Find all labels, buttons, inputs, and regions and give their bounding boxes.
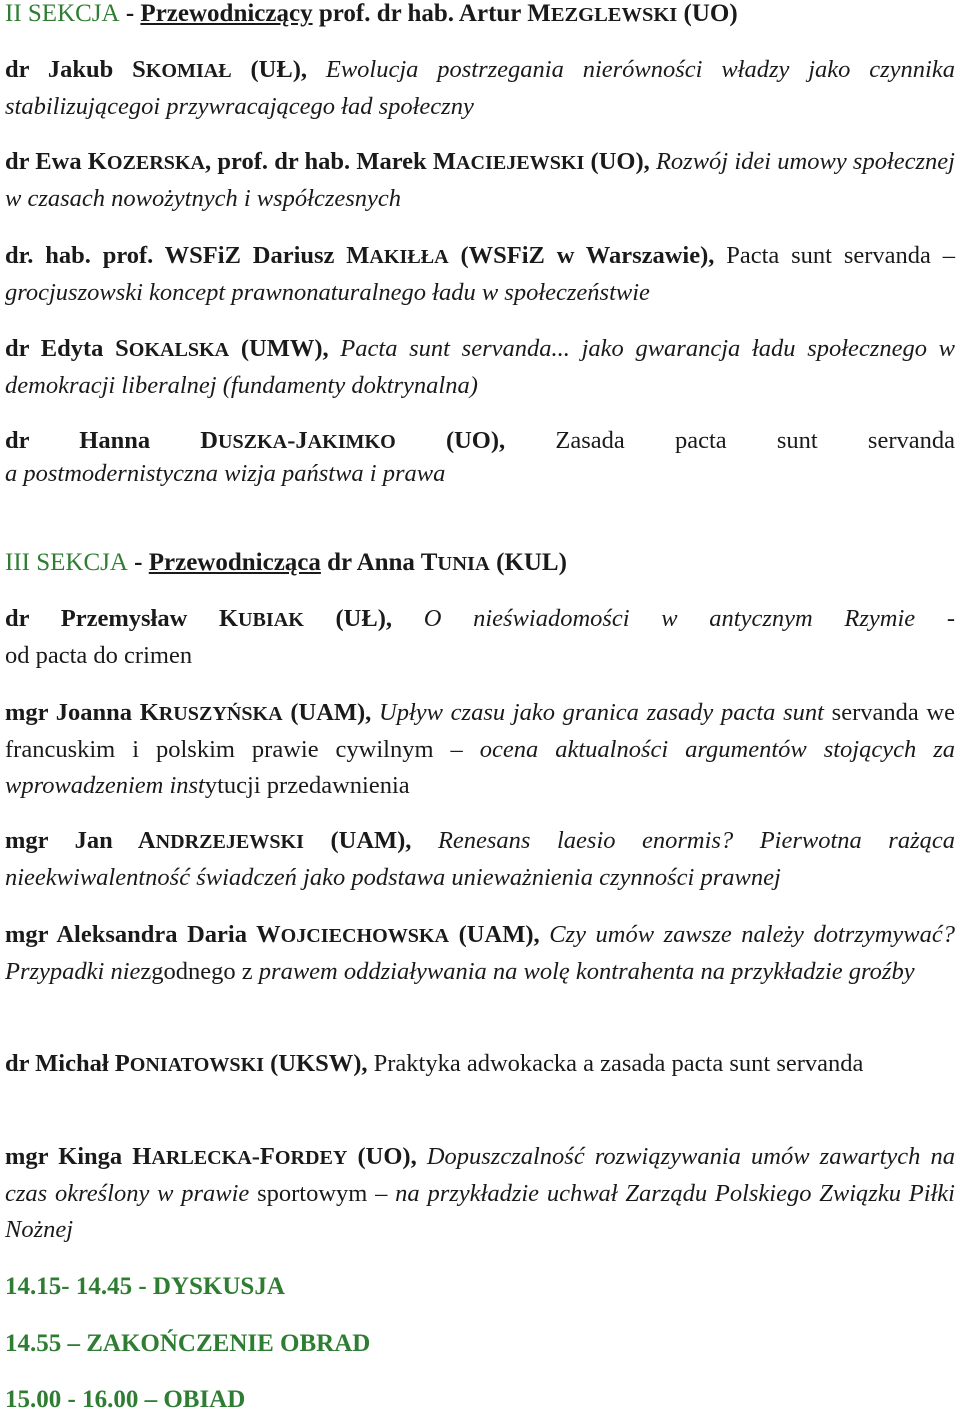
speaker-affiliation: (UKSW),	[264, 1050, 374, 1077]
schedule-separator: -	[132, 1273, 153, 1300]
talk-topic-plain: sportowym	[257, 1180, 368, 1207]
section-2-chair-name: prof. dr hab. Artur MEZGLEWSKI (UO)	[312, 0, 738, 27]
topic-separator: –	[433, 736, 480, 763]
talk-entry	[5, 917, 955, 990]
topic-separator: –	[367, 1180, 396, 1207]
schedule-time: 14.15- 14.45	[5, 1273, 133, 1300]
speaker-name: dr Ewa KOZERSKA, prof. dr hab. Marek MACIEJEWSKI	[5, 148, 585, 175]
schedule-event: DYSKUSJA	[152, 1273, 285, 1300]
speaker-name: mgr Jan ANDRZEJEWSKI	[5, 827, 304, 854]
talk-topic: Rozwój idei umowy społecznej w czasach nowożytnych i współczesnych	[5, 148, 955, 212]
talk-topic-2: ocena aktualności argumentów stojących za wprowadzeniem inst	[5, 736, 955, 799]
schedule-event: ZAKOŃCZENIE OBRAD	[86, 1330, 371, 1357]
talk-topic-plain: od pacta do crimen	[5, 642, 193, 669]
talk-topic: Dopuszczalność rozwiązywania umów zawartych na czas określony w prawie	[5, 1143, 955, 1207]
schedule-separator: –	[138, 1386, 164, 1413]
talk-topic: Upływ czasu jako granica zasady pacta sunt	[379, 699, 824, 726]
schedule-item-discussion	[5, 1269, 955, 1305]
section-3-label: III SEKCJA	[5, 549, 128, 576]
talk-topic-plain: Pacta sunt servanda	[726, 242, 931, 269]
schedule-time: 14.55	[5, 1330, 62, 1357]
talk-topic: O nieświadomości w antycznym Rzymie -	[423, 605, 955, 632]
speaker-affiliation: (UO),	[395, 427, 556, 454]
talk-topic-plain: zgodnego z	[140, 958, 253, 985]
speaker-affiliation: (UO),	[347, 1143, 427, 1170]
speaker-name: mgr Aleksandra Daria WOJCIECHOWSKA	[5, 921, 450, 948]
speaker-name: dr Edyta SOKALSKA	[5, 335, 230, 362]
speaker-name: dr Hanna DUSZKA-JAKIMKO	[5, 427, 396, 454]
section-3-chair-name: dr Anna TUNIA (KUL)	[320, 549, 567, 576]
speaker-name: mgr Kinga HARLECKA-FORDEY	[5, 1143, 348, 1170]
talk-topic: Renesans laesio enormis? Pierwotna rażąca nieekwiwalentność świadczeń jako podstawa unieważnienia czynności prawnej	[5, 827, 955, 891]
speaker-name: dr Jakub SKOMIAŁ	[5, 56, 232, 83]
speaker-affiliation: (UAM),	[303, 827, 438, 854]
talk-topic-plain: Zasada pacta sunt servanda	[555, 427, 955, 454]
section-2-header	[5, 0, 955, 33]
section-3-chair-role: Przewodnicząca	[148, 549, 321, 576]
talk-entry	[5, 695, 955, 804]
talk-entry	[5, 238, 955, 311]
section-2-chair-role: Przewodniczący	[140, 0, 313, 27]
speaker-name: dr Przemysław KUBIAK	[5, 605, 304, 632]
talk-topic: a postmodernistyczna wizja państwa i prawa	[5, 460, 446, 487]
schedule-event: OBIAD	[163, 1386, 246, 1413]
talk-topic-plain-2: ytucji przedawnienia	[204, 772, 410, 799]
speaker-name: dr Michał PONIATOWSKI	[5, 1050, 265, 1077]
talk-entry	[5, 1139, 955, 1248]
speaker-name: dr. hab. prof. WSFiZ Dariusz MAKIŁŁA	[5, 242, 449, 269]
speaker-affiliation: (UMW),	[229, 335, 341, 362]
talk-line	[5, 423, 955, 460]
schedule-item-closing	[5, 1326, 955, 1362]
schedule-separator: –	[61, 1330, 87, 1357]
speaker-affiliation: (UŁ),	[231, 56, 326, 83]
talk-line	[5, 601, 955, 638]
talk-entry	[5, 52, 955, 125]
section-2-dash: -	[119, 0, 141, 27]
talk-entry	[5, 1046, 955, 1083]
topic-separator: –	[930, 242, 955, 269]
schedule-time: 15.00 - 16.00	[5, 1386, 139, 1413]
talk-topic-2: na przykładzie uchwał Zarządu Polskiego Związku Piłki Nożnej	[5, 1180, 955, 1243]
speaker-affiliation: (UŁ),	[303, 605, 424, 632]
section-3-header	[5, 545, 955, 582]
talk-entry	[5, 331, 955, 404]
speaker-name: mgr Joanna KRUSZYŃSKA	[5, 699, 283, 726]
section-2-label: II SEKCJA	[5, 0, 120, 27]
speaker-affiliation: (UAM),	[282, 699, 379, 726]
talk-topic: Ewolucja postrzegania nierówności władzy jako czynnika stabilizującegoi przywracającego ład społeczny	[5, 56, 955, 120]
speaker-affiliation: (UO),	[584, 148, 656, 175]
talk-topic-plain: servanda we francuskim i polskim prawie cywilnym	[5, 699, 956, 763]
talk-entry	[5, 144, 955, 217]
section-3-dash: -	[127, 549, 149, 576]
talk-entry	[5, 423, 955, 492]
talk-topic-plain: Praktyka adwokacka a zasada pacta sunt servanda	[373, 1050, 864, 1077]
talk-topic: Pacta sunt servanda... jako gwarancja ładu społecznego w demokracji liberalnej (fundamenty doktrynalna)	[5, 335, 955, 399]
schedule-item-lunch	[5, 1382, 955, 1418]
talk-topic: Czy umów zawsze należy dotrzymywać? Przypadki nie	[5, 921, 955, 985]
speaker-affiliation: (UAM),	[449, 921, 550, 948]
talk-entry	[5, 823, 955, 896]
speaker-affiliation: (WSFiZ w Warszawie),	[448, 242, 727, 269]
talk-topic-2: prawem oddziaływania na wolę kontrahenta na przykładzie groźby	[252, 958, 915, 985]
talk-topic: grocjuszowski koncept prawnonaturalnego ładu w społeczeństwie	[5, 279, 650, 306]
talk-entry	[5, 601, 955, 674]
